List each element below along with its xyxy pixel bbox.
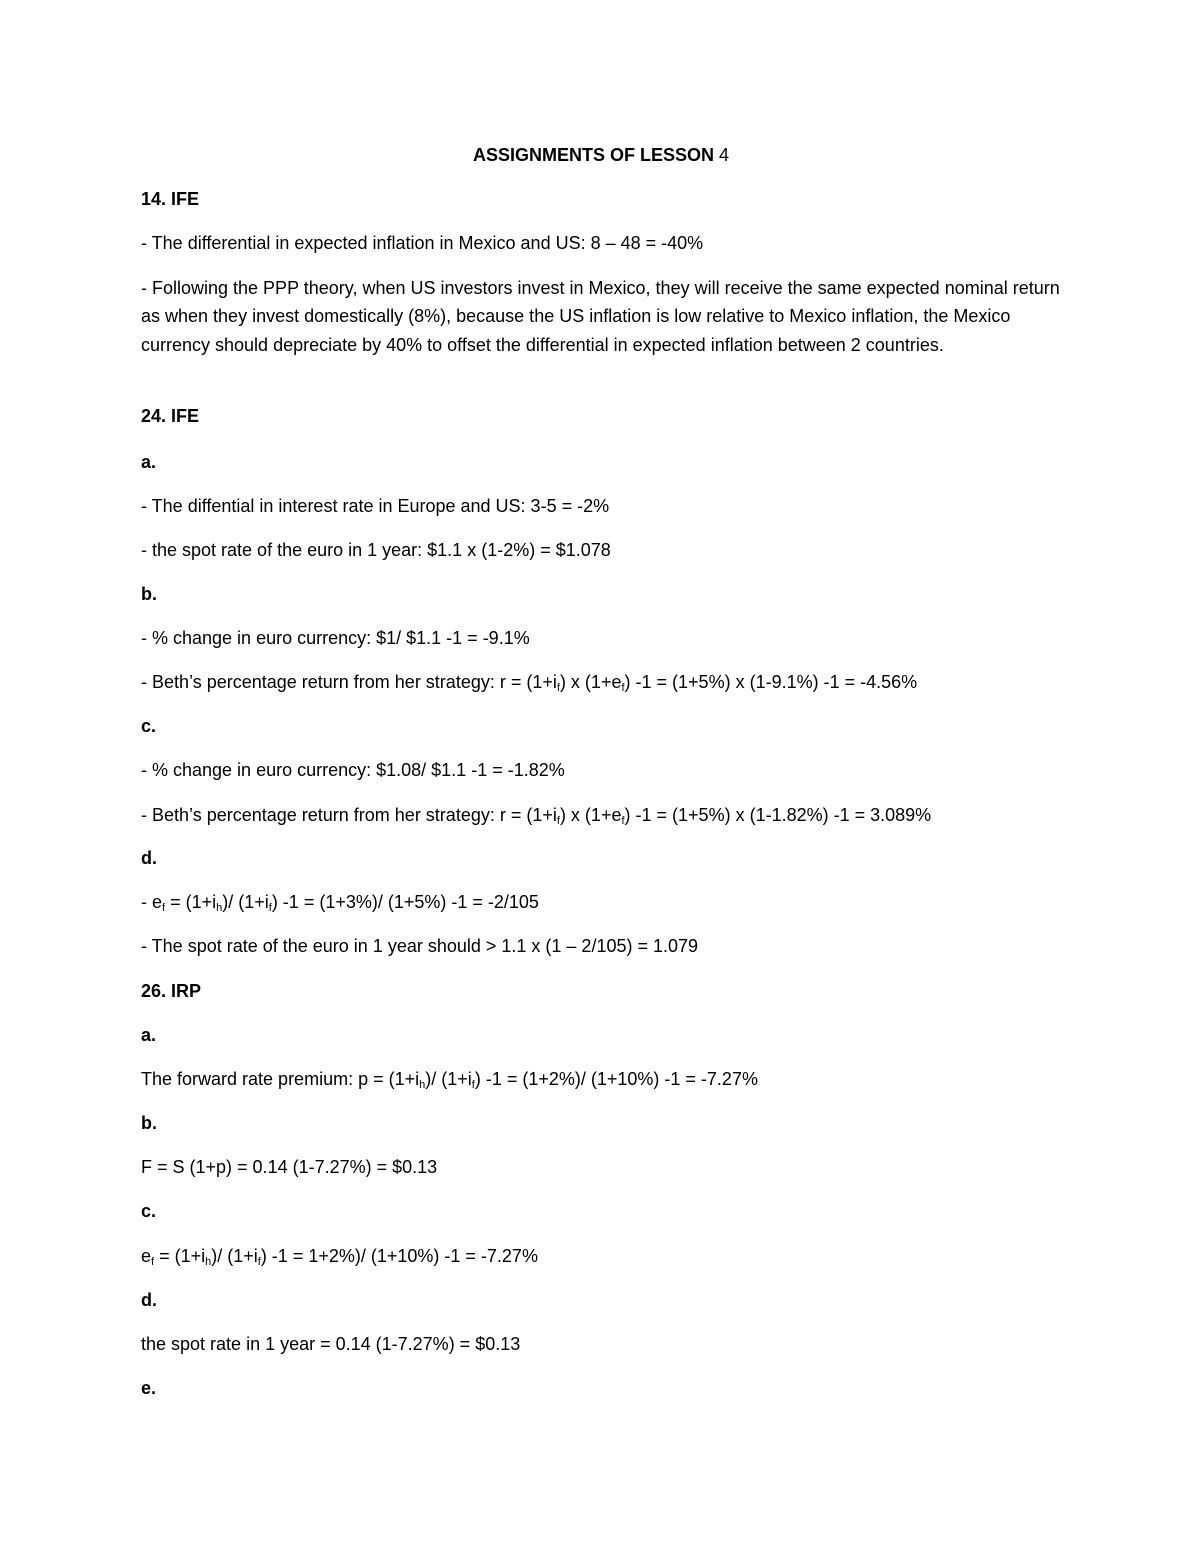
q26-c-label: c. (141, 1201, 157, 1221)
q24-a-line2: - the spot rate of the euro in 1 year: $1.1 x (1-2%) = $1.078 (141, 540, 611, 560)
q24-a-line1: - The diffential in interest rate in Europe and US: 3-5 = -2% (141, 496, 610, 516)
q24-c-label: c. (141, 716, 157, 736)
q14-heading: 14. IFE (141, 189, 200, 209)
q14-paragraph: - Following the PPP theory, when US investors invest in Mexico, they will receive the same expected nominal return as when they invest domestically (8%), because the US inflation is low relative to Mexico inflation, the Mexico currency should depreciate by 40% to offset the differential in expected inflation between 2 countries. (141, 278, 1060, 355)
title-text: ASSIGNMENTS OF LESSON (472, 145, 714, 165)
q24-b-label: b. (141, 584, 157, 604)
q24-c-line2: - Beth’s percentage return from her strategy: $r = (1+i_f)$ x $(1+e_f) -1 = (1+5\%)$ x (1-1.82%) -1 = 3.089% (141, 805, 932, 827)
q24-a-label: a. (141, 452, 157, 472)
q26-b-label: b. (141, 1113, 157, 1133)
q24-d-line2: - The spot rate of the euro in 1 year should > 1.1 x (1 – 2/105) = 1.079 (141, 936, 699, 956)
q26-c-line: $e_f = (1+i_h)/$ $(1+i_f) -1 = 1+2\%)/$ (1+10%) -1 = -7.27% (141, 1246, 538, 1268)
q14-line1: - The differential in expected inflation in Mexico and US: 8 – 48 = -40% (141, 233, 704, 253)
q26-d-line: the spot rate in 1 year = 0.14 (1-7.27%) = $0.13 (141, 1334, 521, 1354)
title-number: 4 (719, 145, 730, 165)
q26-heading: 26. IRP (141, 981, 202, 1001)
page-title (141, 141, 1061, 169)
q26-a-label: a. (141, 1025, 157, 1045)
q24-d-label: d. (141, 848, 157, 868)
q26-b-line: F = S (1+p) = 0.14 (1-7.27%) = $0.13 (141, 1157, 438, 1177)
q24-c-line1: - % change in euro currency: $1.08/ $1.1 -1 = -1.82% (141, 760, 565, 780)
q24-d-line1: - $e_f = (1+i_h)/$ $(1+i_f) -1 = (1+3\%)/$ (1+5%) -1 = -2/105 (141, 892, 539, 914)
q24-b-line1: - % change in euro currency: $1/ $1.1 -1 = -9.1% (141, 628, 530, 648)
q26-d-label: d. (141, 1290, 157, 1310)
q24-b-line2: - Beth’s percentage return from her strategy: $r = (1+i_f)$ x $(1+e_f) -1 = (1+5\%)$ x (1-9.1%) -1 = -4.56% (141, 672, 918, 694)
q24-heading: 24. IFE (141, 406, 200, 426)
q26-e-label: e. (141, 1378, 157, 1398)
q26-a-line: The forward rate premium: $p = (1+i_h)/$ $(1+i_f) -1 = (1+2\%)/$ (1+10%) -1 = -7.27% (141, 1069, 758, 1091)
